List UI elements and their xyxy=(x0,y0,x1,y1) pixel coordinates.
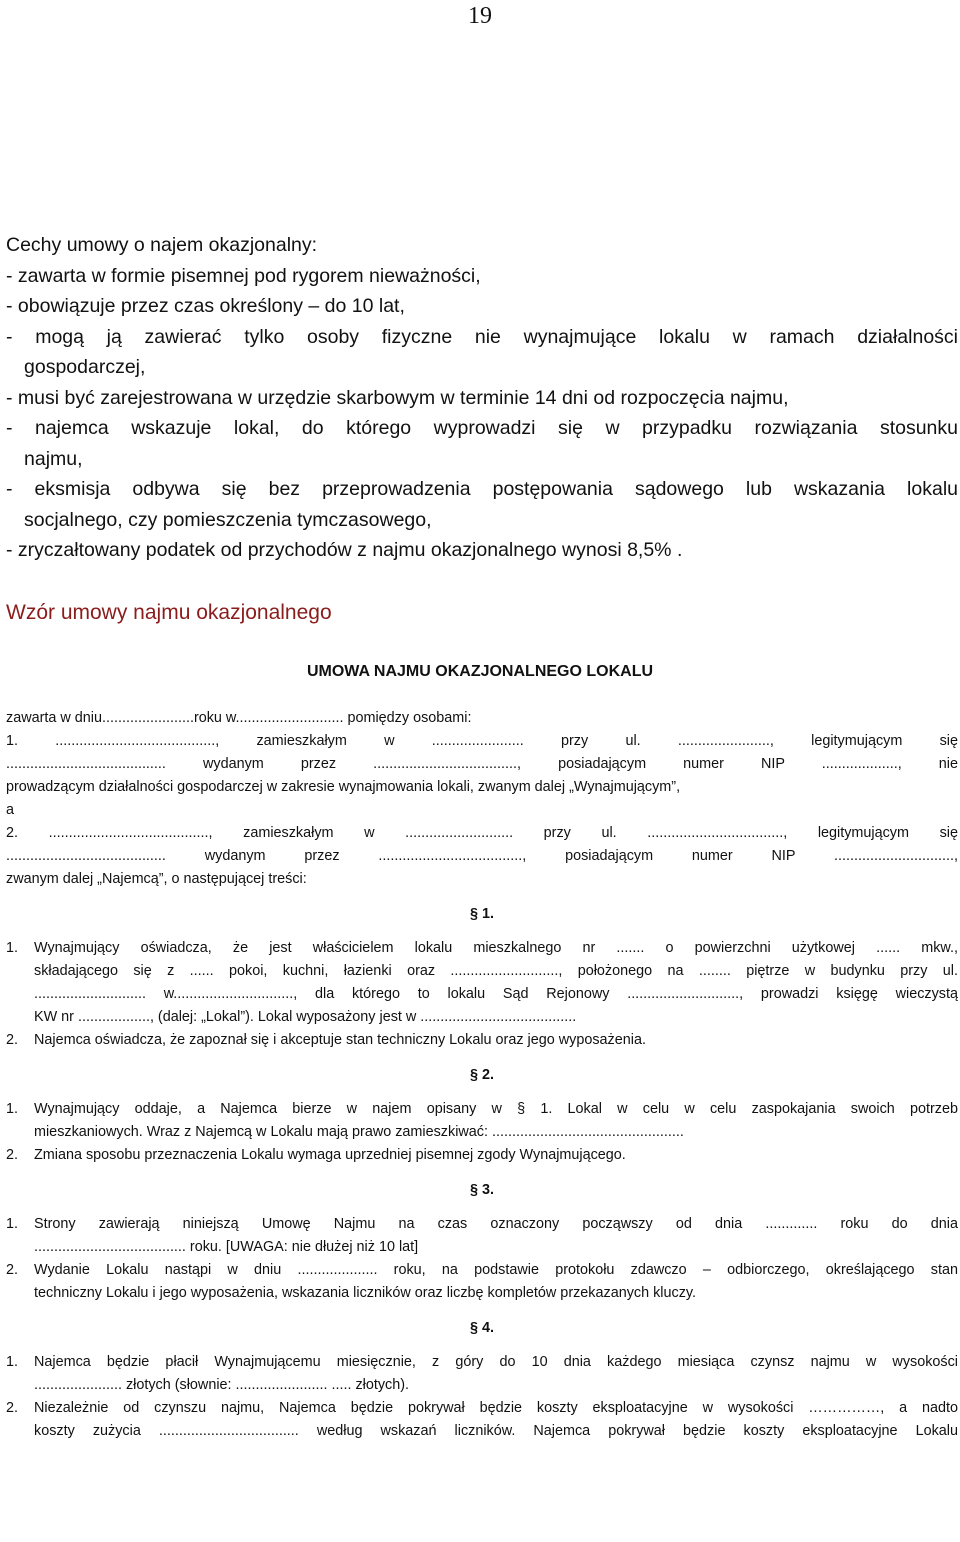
contract-title: UMOWA NAJMU OKAZJONALNEGO LOKALU xyxy=(306,663,654,680)
section-item xyxy=(6,1029,958,1052)
item-line: Wynajmujący oświadcza, że jest właścicielem lokalu mieszkalnego nr ....... o powierzchni użytkowej ...... mkw., xyxy=(34,940,958,956)
item-line: Wydanie Lokalu nastąpi w dniu .................... roku, na podstawie protokołu zdawczo – odbiorczego, określającego stan xyxy=(34,1262,958,1278)
item-line: koszty zużycia ................................... według wskazań liczników. Najemca pokrywał będzie koszty eksploatacyjne Lokalu xyxy=(34,1423,958,1439)
section-item xyxy=(6,1259,958,1305)
section-sign: § 1. xyxy=(469,906,494,922)
feature-item: - mogą ją zawierać tylko osoby fizyczne nie wynajmujące lokalu w ramach działalności xyxy=(6,325,958,348)
section-item xyxy=(6,1351,958,1397)
feature-item-continuation: gospodarczej, xyxy=(24,356,146,378)
feature-item-continuation: socjalnego, czy pomieszczenia tymczasowego, xyxy=(24,508,432,531)
contract-body xyxy=(6,707,958,1443)
item-line: Wynajmujący oddaje, a Najemca bierze w najem opisany w § 1. Lokal w celu w celu zaspokajania swoich potrzeb xyxy=(34,1101,958,1117)
item-line: KW nr .................., (dalej: „Lokal”). Lokal wyposażony jest w ....................................... xyxy=(34,1009,577,1025)
item-number: 1. xyxy=(6,1216,19,1232)
item-number: 1. xyxy=(6,1101,19,1117)
feature-item: - zryczałtowany podatek od przychodów z najmu okazjonalnego wynosi 8,5% . xyxy=(6,539,683,561)
section-item xyxy=(6,937,958,1029)
page-number: 19 xyxy=(468,3,492,29)
feature-item: - eksmisja odbywa się bez przeprowadzenia postępowania sądowego lub wskazania lokalu xyxy=(6,478,958,500)
item-line: składającego się z ...... pokoi, kuchni, łazienki oraz ..........................., położonego na ........ piętrze w budynku przy ul. xyxy=(34,963,958,979)
contract-intro-line: a xyxy=(6,802,15,818)
section-sign: § 2. xyxy=(469,1067,494,1083)
section-item xyxy=(6,1144,958,1167)
feature-item: - musi być zarejestrowana w urzędzie skarbowym w terminie 14 dni od rozpoczęcia najmu, xyxy=(6,386,789,409)
contract-intro-line: 1. ........................................, zamieszkałym w ....................... przy ul. ......................., legitymującym się xyxy=(6,733,958,749)
contract-intro-line: zawarta w dniu.......................roku w........................... pomiędzy osobami: xyxy=(6,710,472,726)
item-line: mieszkaniowych. Wraz z Najemcą w Lokalu mają prawo zamieszkiwać: ................................................ xyxy=(34,1124,684,1140)
item-number: 2. xyxy=(6,1262,19,1278)
contract-intro-line: ........................................ wydanym przez ...................................., posiadającym numer NIP ..................., nie xyxy=(6,756,958,772)
item-number: 2. xyxy=(6,1400,19,1416)
feature-item-continuation: najmu, xyxy=(24,447,83,470)
item-line: Zmiana sposobu przeznaczenia Lokalu wymaga uprzedniej pisemnej zgody Wynajmującego. xyxy=(34,1147,626,1163)
section-item xyxy=(6,1098,958,1144)
item-line: ...................................... roku. [UWAGA: nie dłużej niż 10 lat] xyxy=(34,1239,419,1255)
item-line: Niezależnie od czynszu najmu, Najemca będzie pokrywał będzie koszty eksploatacyjne w wysokości ……………, a nadto xyxy=(34,1400,958,1416)
item-line: techniczny Lokalu i jego wyposażenia, wskazania liczników oraz liczbę kompletów przekazanych kluczy. xyxy=(34,1285,697,1301)
section-item xyxy=(6,1213,958,1259)
item-number: 1. xyxy=(6,1354,19,1370)
item-number: 2. xyxy=(6,1147,19,1163)
feature-item: - obowiązuje przez czas określony – do 10 lat, xyxy=(6,295,405,317)
item-line: ............................ w.............................., dla którego to lokalu Sąd Rejonowy ............................, prowadzi księgę wieczystą xyxy=(34,986,958,1002)
section-sign: § 3. xyxy=(469,1182,494,1198)
item-number: 1. xyxy=(6,940,19,956)
section-sign: § 4. xyxy=(469,1320,494,1336)
section-item xyxy=(6,1397,958,1443)
features-list xyxy=(6,230,958,566)
contract-intro-line: zwanym dalej „Najemcą”, o następującej treści: xyxy=(6,871,307,887)
feature-item: - najemca wskazuje lokal, do którego wyprowadzi się w przypadku rozwiązania stosunku xyxy=(6,417,958,439)
contract-intro-line: ........................................ wydanym przez ...................................., posiadającym numer NIP .............................., xyxy=(6,848,958,864)
contract-intro-line: 2. ........................................, zamieszkałym w ........................... przy ul. .................................., legitymującym się xyxy=(6,825,958,841)
item-line: Strony zawierają niniejszą Umowę Najmu na czas oznaczony począwszy od dnia ............. roku do dnia xyxy=(34,1216,958,1232)
item-line: Najemca oświadcza, że zapoznał się i akceptuje stan techniczny Lokalu oraz jego wyposażenia. xyxy=(34,1032,646,1048)
contract-intro-line: prowadzącym działalności gospodarczej w zakresie wynajmowania lokali, zwanym dalej „Wynajmującym”, xyxy=(6,779,681,795)
item-number: 2. xyxy=(6,1032,19,1048)
feature-item: - zawarta w formie pisemnej pod rygorem nieważności, xyxy=(6,264,481,287)
item-line: Najemca będzie płacił Wynajmującemu miesięcznie, z góry do 10 dnia każdego miesiąca czynsz najmu w wysokości xyxy=(34,1354,958,1370)
item-line: ...................... złotych (słownie: ....................... ..... złotych). xyxy=(34,1377,410,1393)
sample-contract-title: Wzór umowy najmu okazjonalnego xyxy=(6,601,332,624)
features-heading: Cechy umowy o najem okazjonalny: xyxy=(6,234,318,256)
